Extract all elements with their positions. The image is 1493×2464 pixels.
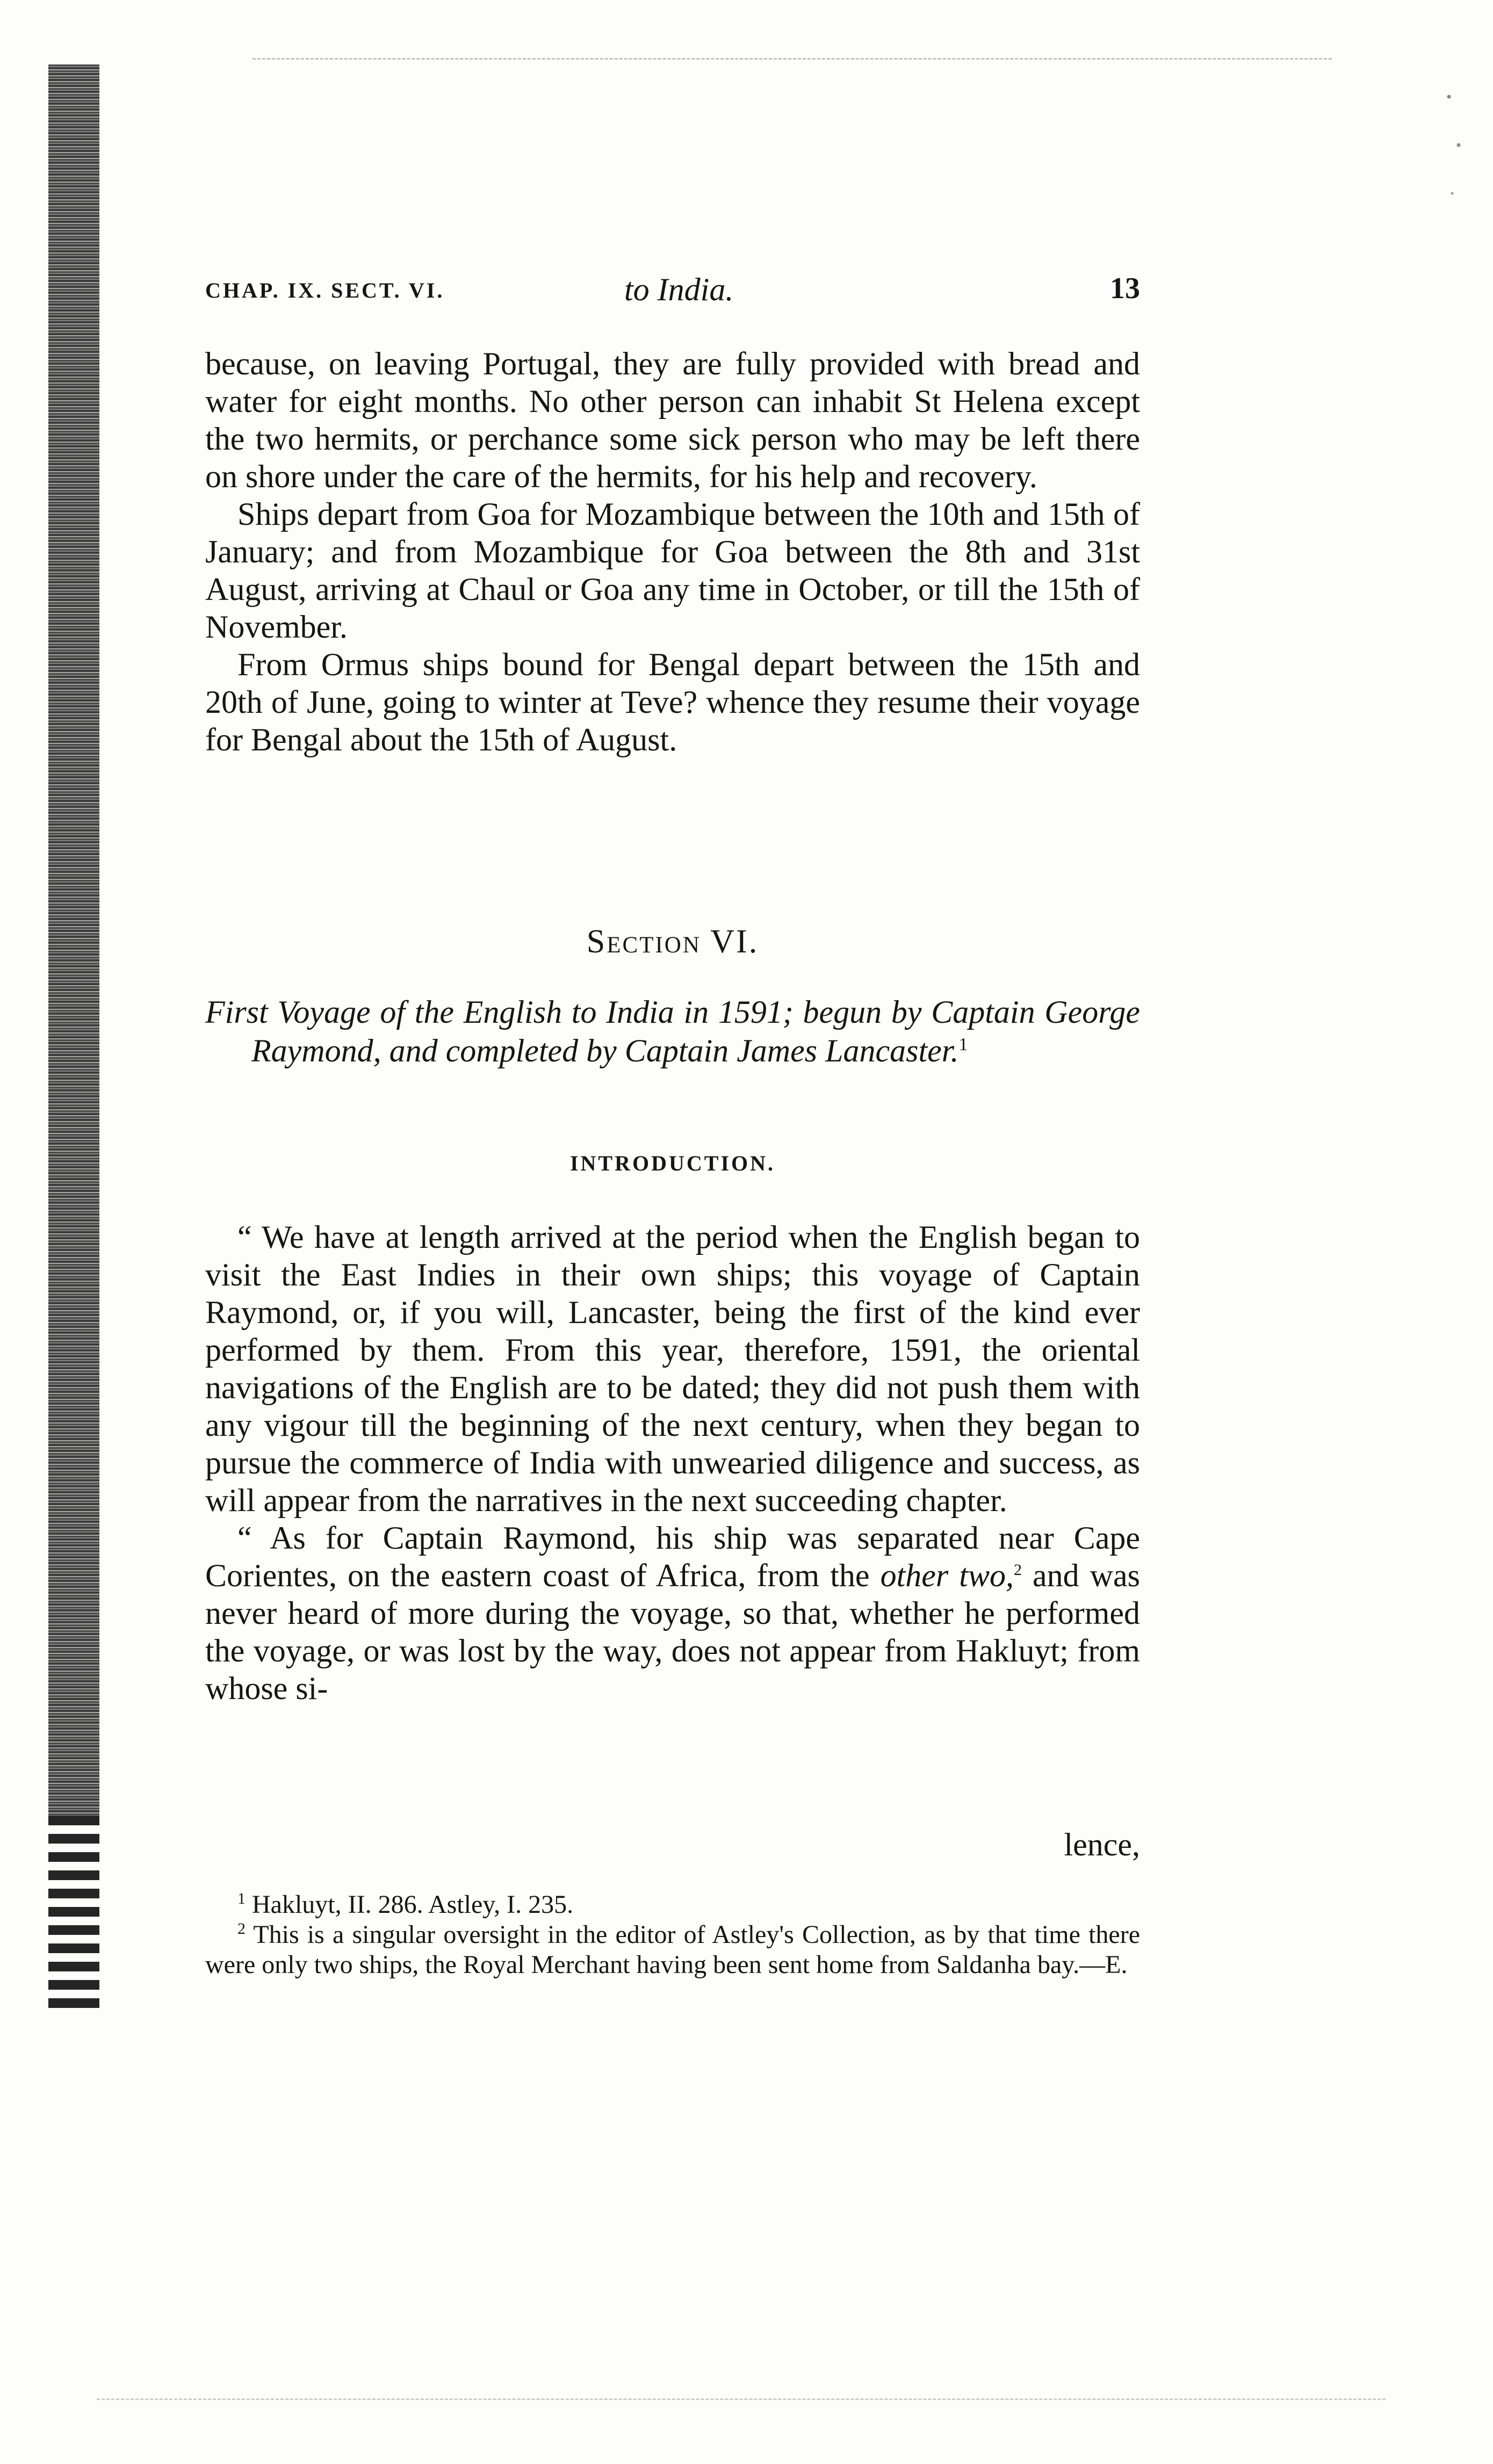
scan-specks (1439, 64, 1472, 226)
binding-edge (48, 64, 99, 2009)
footnote (205, 1920, 1140, 1980)
introduction-heading: INTRODUCTION. (569, 1151, 776, 1175)
body-text-top (205, 345, 1140, 758)
scan-top-edge (253, 58, 1332, 60)
paragraph-text: “ As for Captain Raymond, his ship was separated near Cape Corientes, on the eastern coast of Africa, from the (205, 1520, 1140, 1593)
footnote-ref: 2 (1013, 1561, 1022, 1579)
footnotes (205, 1890, 1140, 1980)
paragraph: because, on leaving Portugal, they are fully provided with bread and water for eight months. No other person can inhabit St Helena except the two hermits, or perchance some sick person who may be left there on shore under the care of the hermits, for his help and recovery. (205, 346, 1140, 494)
section-title-text: First Voyage of the English to India in 1591; begun by Captain George Raymond, and completed by Captain James Lancaster. (205, 994, 1140, 1068)
footnote-ref: 1 (958, 1035, 968, 1054)
running-head-chapter: CHAP. IX. SECT. VI. (205, 278, 445, 302)
paragraph-text: and was never heard of more during the voyage, so that, whether he performed the voyage, or was lost by the way, does not appear from Hakluyt; from whose si- (205, 1558, 1141, 1706)
footnote-text: This is a singular oversight in the editor of Astley's Collection, as by that time there were only two ships, the Royal Merchant having been sent home from Saldanha bay.—E. (205, 1920, 1140, 1979)
page-number: 13 (1110, 272, 1140, 305)
introduction-text (205, 1218, 1140, 1707)
paragraph (205, 1519, 1140, 1707)
italic-text: other two, (880, 1558, 1014, 1593)
footnote (205, 1890, 1140, 1920)
section-heading: Section VI. (586, 923, 759, 960)
catchword: lence, (1064, 1827, 1140, 1862)
paragraph: From Ormus ships bound for Bengal depart between the 15th and 20th of June, going to winter at Teve? whence they resume their voyage for Bengal about the 15th of August. (205, 647, 1140, 757)
section-title (205, 993, 1140, 1070)
footnote-number: 2 (237, 1920, 246, 1938)
running-head (205, 271, 1140, 314)
paragraph: “ We have at length arrived at the period when the English began to visit the East Indies in their own ships; this voyage of Captain Raymond, or, if you will, Lancaster, being the first of the kind ever performed by them. From this year, therefore, 1591, the oriental navigations of the English are to be dated; they did not push them with any vigour till the beginning of the next century, when they began to pursue the commerce of India with unwearied diligence and success, as will appear from the narratives in the next succeeding chapter. (205, 1219, 1140, 1518)
footnote-number: 1 (237, 1890, 246, 1907)
running-head-title: to India. (624, 272, 734, 307)
footnote-text: Hakluyt, II. 286. Astley, I. 235. (252, 1890, 574, 1919)
scan-bottom-edge (97, 2398, 1386, 2400)
paragraph: Ships depart from Goa for Mozambique between the 10th and 15th of January; and from Mozambique for Goa between the 8th and 31st August, arriving at Chaul or Goa any time in October, or till the 15th of November. (205, 496, 1140, 645)
